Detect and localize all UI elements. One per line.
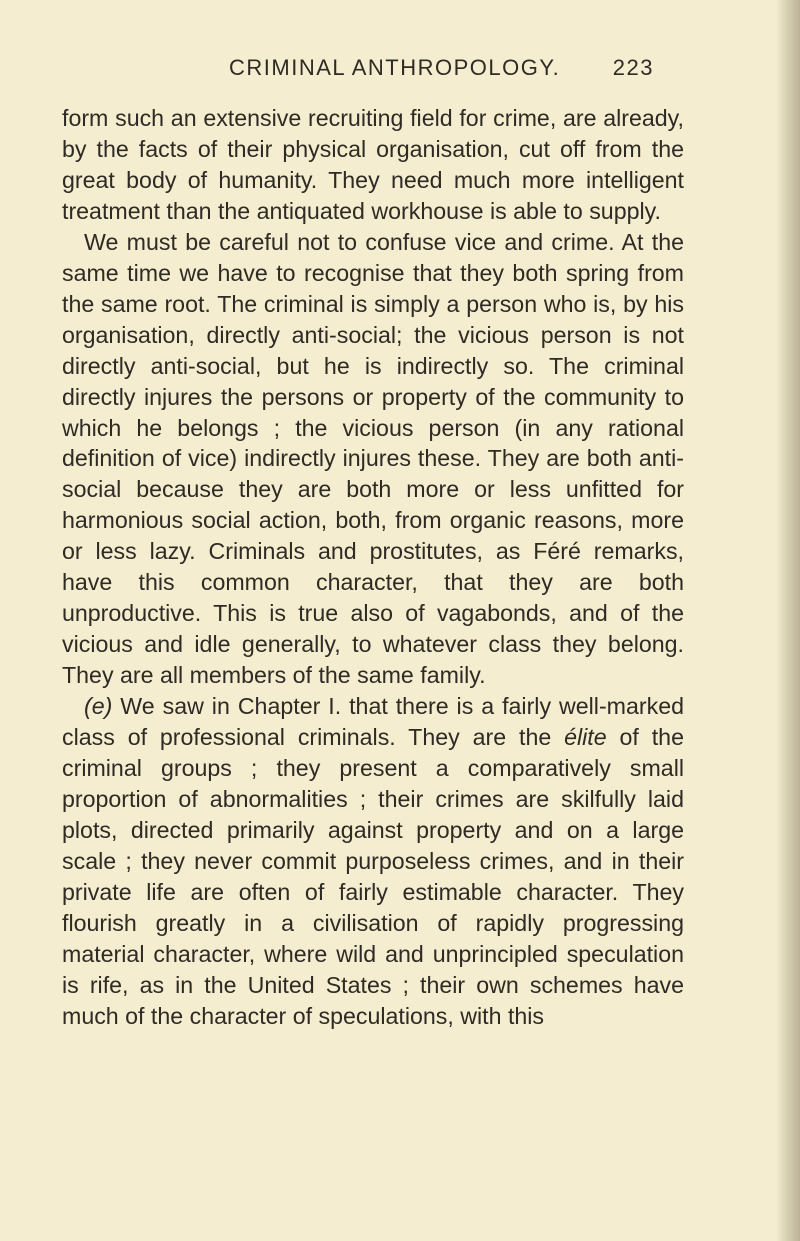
running-head [229,55,654,95]
page-number: 223 [612,55,654,80]
paragraph-continuation: form such an extensive recruiting field for crime, are already, by the facts of their physical organisation, cut off from the great body of humanity. They need much more intelligent treatment than the antiquated workhouse is able to supply. [62,105,684,224]
running-head-title: CRIMINAL ANTHROPOLOGY. [229,55,561,80]
body-text [62,103,684,1032]
paragraph-text-after-italic: of the criminal groups ; they present a comparatively small proportion of abnormalities ; their crimes are skilfully laid plots, directed primarily against property and on a large scale ; they never commit purposeless crimes, and in their private life are often of fairly estimable character. They flourish greatly in a civilisation of rapidly progressing material character, where wild and unprincipled speculation is rife, as in the United States ; their own schemes have much of the character of speculations, with this [62,724,684,1029]
section-marker: (e) [84,693,113,720]
paragraph-text-before-italic: We saw in Chapter I. that there is a fairly well-marked class of professional criminals. They are the [62,693,684,751]
paragraph-vice-and-crime: We must be careful not to confuse vice and crime. At the same time we have to recognise that they both spring from the same root. The criminal is simply a person who is, by his organisation, directly anti-social; the vicious person is not directly anti-social, but he is indirectly so. The criminal directly injures the persons or property of the community to which he belongs ; the vicious person (in any rational definition of vice) indirectly injures these. They are both anti-social because they are both more or less unfitted for harmonious social action, both, from organic reasons, more or less lazy. Criminals and prostitutes, as Féré remarks, have this common character, that they are both unproductive. This is true also of vagabonds, and of the vicious and idle generally, to whatever class they belong. They are all members of the same family. [62,228,684,689]
italic-word-elite: élite [564,724,607,751]
paragraph-professional-criminals [62,691,684,1031]
